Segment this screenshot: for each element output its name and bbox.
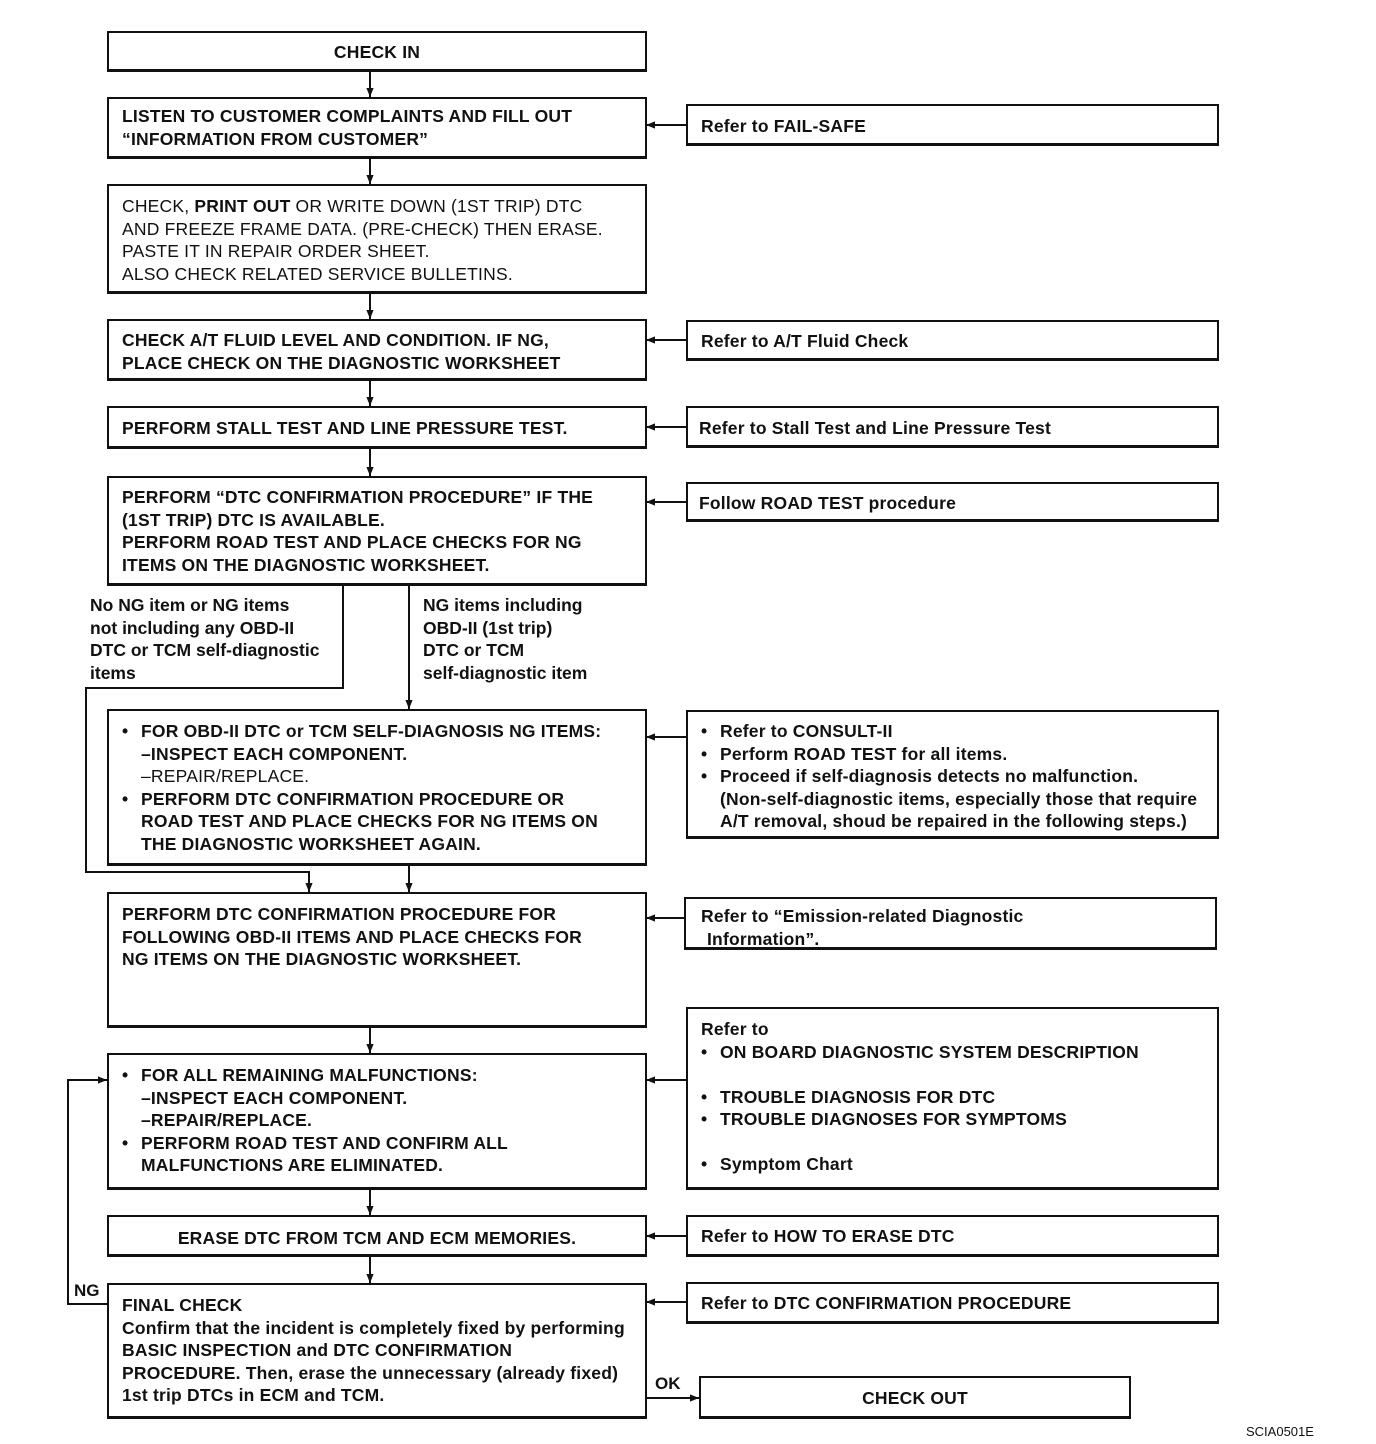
check-print-box: [107, 184, 647, 294]
listen-line-2: “INFORMATION FROM CUSTOMER”: [122, 128, 429, 149]
dtc-procedure-box: [107, 476, 647, 586]
erase-dtc-box: [107, 1215, 647, 1257]
obd-sub-2: –REPAIR/REPLACE.: [141, 766, 310, 786]
final-line-4: PROCEDURE. Then, erase the unnecessary (already fixed): [122, 1362, 619, 1383]
remaining-bullet-1: • FOR ALL REMAINING MALFUNCTIONS:: [122, 1064, 645, 1087]
following-obd-box: [107, 892, 647, 1028]
branch-left-line-3: DTC or TCM self-diagnostic: [90, 640, 320, 660]
branch-right-line-2: OBD-II (1st trip): [423, 617, 553, 638]
ng-label: NG: [74, 1281, 100, 1300]
ref-confirm-box: [686, 1282, 1219, 1324]
check-print-bold: PRINT OUT: [194, 196, 291, 216]
branch-label-left: [90, 594, 319, 684]
obd-cont-1: ROAD TEST AND PLACE CHECKS FOR NG ITEMS ON: [141, 811, 598, 831]
ref-failsafe-box: [686, 104, 1219, 146]
fluid-line-1: CHECK A/T FLUID LEVEL AND CONDITION. IF NG,: [122, 330, 549, 350]
ref-onboard-spacer-1: [701, 1063, 1217, 1086]
ref-onboard-box: [686, 1007, 1219, 1190]
fluid-check-box: [107, 319, 647, 381]
dtc-line-4: ITEMS ON THE DIAGNOSTIC WORKSHEET.: [122, 554, 490, 575]
check-print-line-2: AND FREEZE FRAME DATA. (PRE-CHECK) THEN ERASE.: [122, 218, 603, 239]
branch-left-line-4: items: [90, 662, 136, 683]
ref-consult-box: [686, 710, 1219, 839]
ref-emission-box: [684, 897, 1217, 950]
check-print-line-1: [122, 195, 645, 218]
ref-emission-line-2: Information”.: [707, 928, 820, 949]
check-print-line-4: ALSO CHECK RELATED SERVICE BULLETINS.: [122, 263, 513, 284]
ref-onboard-spacer-2: [701, 1131, 1217, 1154]
ref-emission-line-1: Refer to “Emission-related Diagnostic: [701, 906, 1024, 926]
branch-left-line-2: not including any OBD-II: [90, 617, 295, 638]
check-out-label: CHECK OUT: [862, 1388, 968, 1408]
check-print-post: OR WRITE DOWN (1ST TRIP) DTC: [290, 196, 583, 216]
listen-line-1: LISTEN TO CUSTOMER COMPLAINTS AND FILL OUT: [122, 106, 573, 126]
ref-consult-note-2: A/T removal, shoud be repaired in the following steps.): [720, 811, 1188, 831]
remaining-bullet-2: • PERFORM ROAD TEST AND CONFIRM ALL: [122, 1132, 645, 1155]
check-in-label: CHECK IN: [333, 42, 421, 62]
ref-onboard-item-2: • TROUBLE DIAGNOSIS FOR DTC: [701, 1086, 1217, 1109]
ref-erase-box: [686, 1215, 1219, 1257]
stall-test-box: [107, 406, 647, 449]
stall-label: PERFORM STALL TEST AND LINE PRESSURE TEST.: [122, 418, 568, 438]
erase-label: ERASE DTC FROM TCM AND ECM MEMORIES.: [177, 1228, 577, 1248]
following-line-1: PERFORM DTC CONFIRMATION PROCEDURE FOR: [122, 904, 557, 924]
dtc-line-1: PERFORM “DTC CONFIRMATION PROCEDURE” IF THE: [122, 487, 594, 507]
listen-box: [107, 97, 647, 159]
ref-fluid-box: [686, 320, 1219, 361]
ref-fluid-label: Refer to A/T Fluid Check: [701, 331, 909, 351]
following-line-3: NG ITEMS ON THE DIAGNOSTIC WORKSHEET.: [122, 949, 522, 969]
ref-onboard-item-3: • TROUBLE DIAGNOSES FOR SYMPTOMS: [701, 1108, 1217, 1131]
check-print-pre: CHECK,: [122, 196, 195, 216]
ref-onboard-item-4: • Symptom Chart: [701, 1153, 1217, 1176]
branch-label-right: [423, 594, 587, 684]
obd-bullet-1: • FOR OBD-II DTC or TCM SELF-DIAGNOSIS NG ITEMS:: [122, 720, 645, 743]
final-line-5: 1st trip DTCs in ECM and TCM.: [122, 1385, 385, 1405]
obd-cont-2: THE DIAGNOSTIC WORKSHEET AGAIN.: [141, 833, 481, 854]
branch-left-line-1: No NG item or NG items: [90, 595, 290, 615]
check-print-line-3: PASTE IT IN REPAIR ORDER SHEET.: [122, 241, 430, 261]
arrow-ng-loop: [68, 1080, 107, 1304]
ref-road-label: Follow ROAD TEST procedure: [699, 493, 957, 513]
ref-consult-item-1: • Refer to CONSULT-II: [701, 720, 1217, 743]
final-line-2: Confirm that the incident is completely fixed by performing: [122, 1317, 625, 1338]
ref-onboard-item-1: • ON BOARD DIAGNOSTIC SYSTEM DESCRIPTION: [701, 1041, 1217, 1064]
ref-consult-item-2: • Perform ROAD TEST for all items.: [701, 743, 1217, 766]
branch-right-line-4: self-diagnostic item: [423, 662, 588, 683]
ref-road-box: [686, 482, 1219, 522]
figure-code: SCIA0501E: [1246, 1424, 1314, 1439]
following-line-2: FOLLOWING OBD-II ITEMS AND PLACE CHECKS FOR: [122, 926, 583, 947]
fluid-line-2: PLACE CHECK ON THE DIAGNOSTIC WORKSHEET: [122, 352, 561, 373]
ref-failsafe-label: Refer to FAIL-SAFE: [701, 116, 866, 136]
obd-items-box: [107, 709, 647, 866]
ref-stall-label: Refer to Stall Test and Line Pressure Test: [699, 418, 1052, 438]
remaining-sub-1: –INSPECT EACH COMPONENT.: [141, 1087, 408, 1108]
ok-label: OK: [655, 1374, 681, 1393]
ref-onboard-head: Refer to: [701, 1019, 769, 1039]
remaining-malfunctions-box: [107, 1053, 647, 1190]
ref-confirm-label: Refer to DTC CONFIRMATION PROCEDURE: [701, 1293, 1072, 1313]
obd-bullet-2: • PERFORM DTC CONFIRMATION PROCEDURE OR: [122, 788, 645, 811]
final-line-3: BASIC INSPECTION and DTC CONFIRMATION: [122, 1340, 513, 1360]
ref-erase-label: Refer to HOW TO ERASE DTC: [701, 1226, 955, 1246]
final-check-box: [107, 1283, 647, 1419]
ref-consult-item-3: • Proceed if self-diagnosis detects no malfunction.: [701, 765, 1217, 788]
check-out-box: [699, 1376, 1131, 1419]
dtc-line-3: PERFORM ROAD TEST AND PLACE CHECKS FOR NG: [122, 532, 582, 552]
dtc-line-2: (1ST TRIP) DTC IS AVAILABLE.: [122, 509, 385, 530]
obd-sub-1: –INSPECT EACH COMPONENT.: [141, 743, 408, 764]
branch-right-line-3: DTC or TCM: [423, 640, 525, 660]
remaining-sub-2: –REPAIR/REPLACE.: [141, 1110, 313, 1130]
ref-stall-box: [686, 406, 1219, 448]
ref-consult-note-1: (Non-self-diagnostic items, especially those that require: [720, 788, 1198, 809]
final-line-1: FINAL CHECK: [122, 1295, 243, 1315]
check-in-box: [107, 31, 647, 72]
branch-right-line-1: NG items including: [423, 595, 583, 615]
remaining-cont-1: MALFUNCTIONS ARE ELIMINATED.: [141, 1155, 444, 1175]
